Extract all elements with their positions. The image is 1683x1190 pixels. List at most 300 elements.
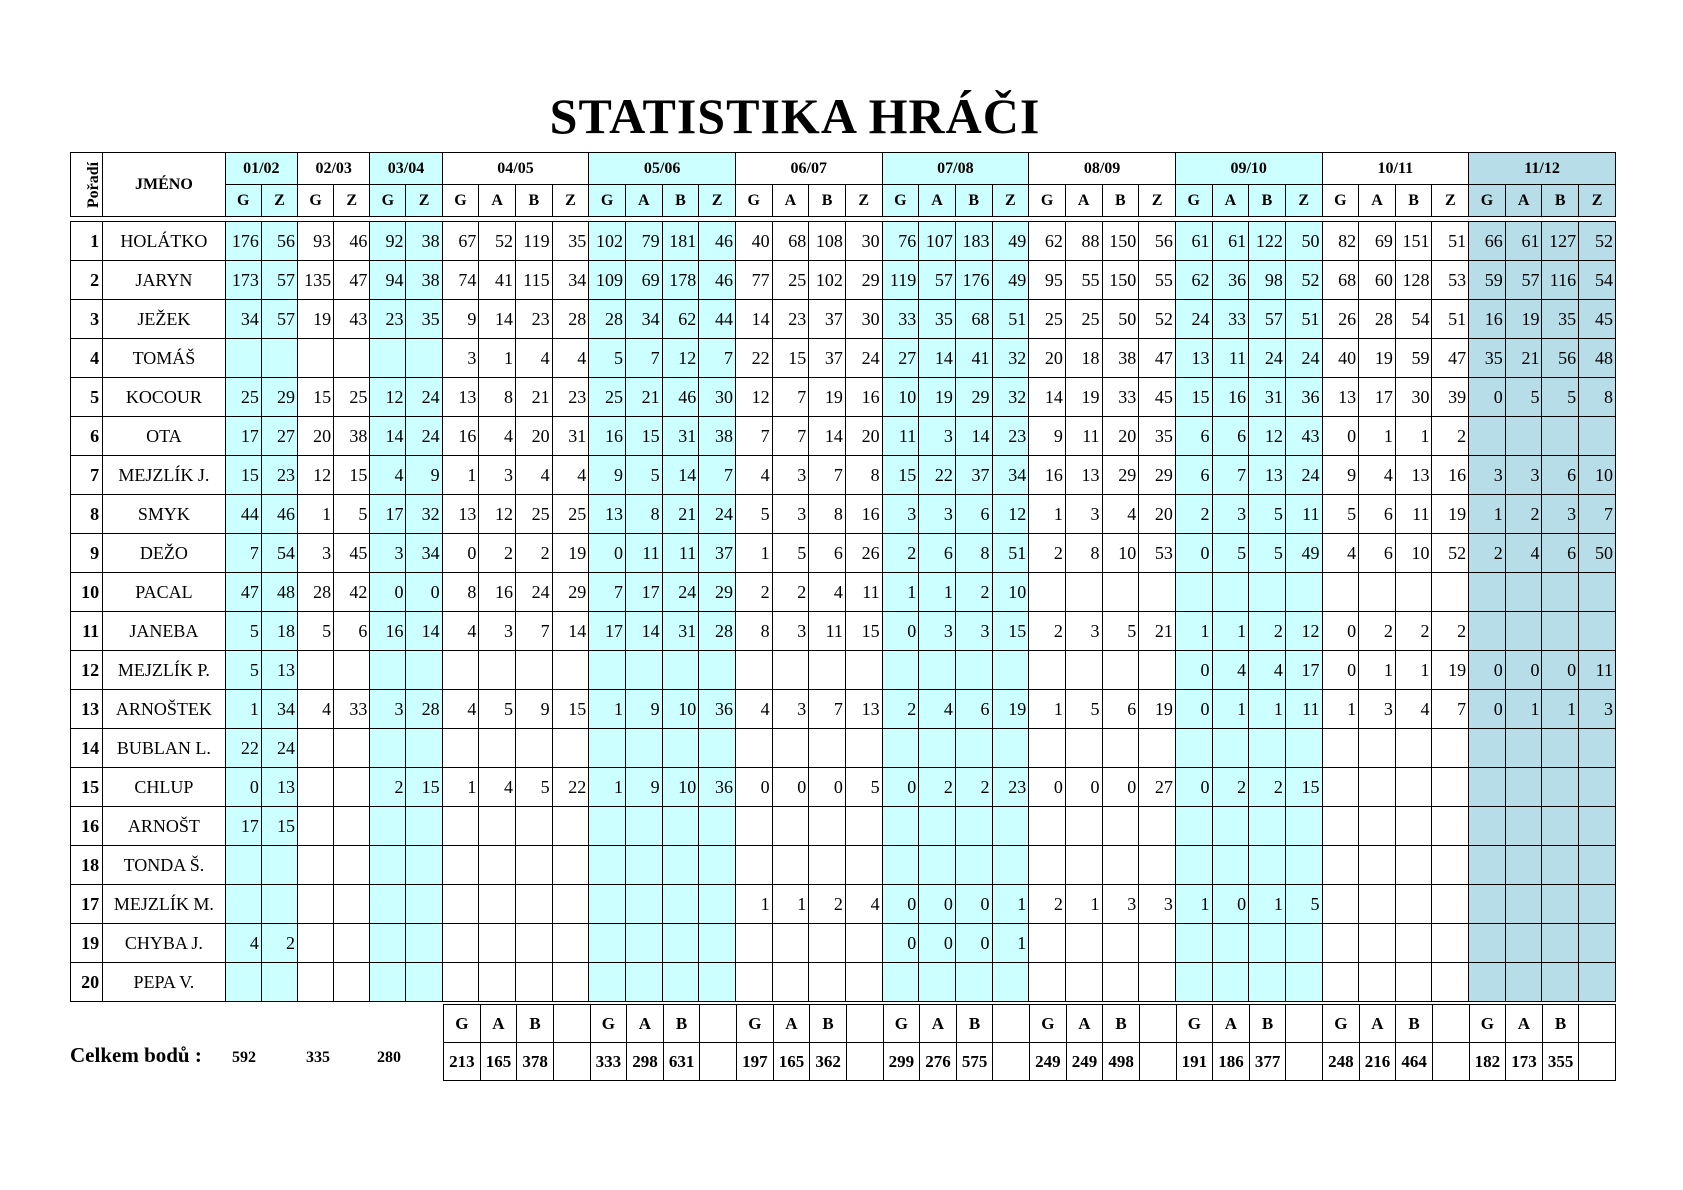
totals-column-header: G (1469, 1005, 1506, 1043)
stat-cell: 29 (552, 573, 589, 612)
stat-cell: 50 (1102, 300, 1139, 339)
stat-cell: 35 (552, 222, 589, 261)
stat-cell (298, 963, 334, 1002)
stat-cell: 31 (1249, 378, 1286, 417)
stat-cell: 29 (699, 573, 736, 612)
column-header-g: G (1029, 185, 1066, 217)
stat-cell (589, 924, 626, 963)
stat-cell: 5 (479, 690, 516, 729)
stat-cell: 1 (479, 339, 516, 378)
stat-cell: 13 (845, 690, 882, 729)
season-total-value (1286, 1043, 1323, 1081)
season-total-value: 498 (1103, 1043, 1140, 1081)
stat-cell: 19 (1359, 339, 1396, 378)
stat-cell (735, 651, 772, 690)
stat-cell: 3 (772, 612, 809, 651)
stat-cell: 4 (442, 612, 479, 651)
stat-cell: 181 (662, 222, 699, 261)
stat-cell: 1 (1175, 885, 1212, 924)
stat-cell (1102, 924, 1139, 963)
season-total-value (700, 1043, 737, 1081)
player-name: SMYK (103, 495, 226, 534)
column-header-b: B (1395, 185, 1432, 217)
stat-cell: 2 (261, 924, 297, 963)
stat-cell: 13 (589, 495, 626, 534)
stat-cell: 45 (1139, 378, 1176, 417)
stat-cell: 79 (625, 222, 662, 261)
player-name: CHYBA J. (103, 924, 226, 963)
stat-cell: 14 (809, 417, 846, 456)
stat-cell (1029, 729, 1066, 768)
stat-cell (1359, 885, 1396, 924)
stat-cell: 95 (1029, 261, 1066, 300)
stat-cell (406, 729, 442, 768)
stat-cell (845, 651, 882, 690)
stat-cell: 42 (334, 573, 370, 612)
stat-cell (479, 729, 516, 768)
table-row (71, 729, 1616, 768)
stat-cell: 10 (662, 768, 699, 807)
stat-cell (1432, 807, 1469, 846)
stat-cell: 0 (406, 573, 442, 612)
stat-cell: 7 (225, 534, 261, 573)
stat-cell (1139, 807, 1176, 846)
stat-cell: 37 (809, 300, 846, 339)
stat-cell (1322, 924, 1359, 963)
stat-cell: 0 (370, 573, 406, 612)
stat-cell: 16 (845, 378, 882, 417)
stat-cell (919, 651, 956, 690)
stat-cell: 27 (882, 339, 919, 378)
stat-cell: 3 (772, 690, 809, 729)
stat-cell (1175, 729, 1212, 768)
stat-cell: 12 (1285, 612, 1322, 651)
stat-cell (261, 846, 297, 885)
stat-cell: 11 (625, 534, 662, 573)
stat-cell: 0 (1102, 768, 1139, 807)
stat-cell: 0 (955, 924, 992, 963)
stat-cell: 0 (772, 768, 809, 807)
stat-cell: 3 (479, 456, 516, 495)
stat-cell: 3 (370, 690, 406, 729)
stat-cell: 107 (919, 222, 956, 261)
stat-cell: 5 (1102, 612, 1139, 651)
stat-cell (1505, 924, 1542, 963)
stat-cell (406, 339, 442, 378)
stat-cell: 2 (1029, 612, 1066, 651)
stat-cell (735, 807, 772, 846)
stat-cell (772, 924, 809, 963)
player-name: CHLUP (103, 768, 226, 807)
stat-cell: 6 (1175, 417, 1212, 456)
stat-cell: 8 (955, 534, 992, 573)
stat-cell (919, 846, 956, 885)
stat-cell: 1 (1249, 885, 1286, 924)
stat-cell: 50 (1285, 222, 1322, 261)
stat-cell: 2 (1249, 612, 1286, 651)
stat-cell: 2 (1359, 612, 1396, 651)
stat-cell: 5 (334, 495, 370, 534)
stat-cell (955, 807, 992, 846)
player-name: MEJZLÍK J. (103, 456, 226, 495)
player-name: JARYN (103, 261, 226, 300)
table-row (71, 339, 1616, 378)
stat-cell (662, 846, 699, 885)
stat-cell: 31 (662, 612, 699, 651)
stat-cell: 16 (1469, 300, 1506, 339)
stat-cell: 7 (699, 339, 736, 378)
stat-cell: 3 (1579, 690, 1616, 729)
stat-cell: 36 (1285, 378, 1322, 417)
stat-cell: 33 (1102, 378, 1139, 417)
player-rank: 19 (71, 924, 103, 963)
stat-cell (552, 963, 589, 1002)
season-header-08-09: 08/09 (1029, 153, 1176, 185)
stat-cell (515, 846, 552, 885)
player-name: BUBLAN L. (103, 729, 226, 768)
stat-cell: 15 (882, 456, 919, 495)
stat-cell: 18 (261, 612, 297, 651)
stat-cell (992, 846, 1029, 885)
stat-cell: 2 (1395, 612, 1432, 651)
stat-cell (406, 846, 442, 885)
stat-cell (809, 807, 846, 846)
stat-cell (1029, 846, 1066, 885)
stat-cell (1065, 573, 1102, 612)
stat-cell: 19 (1505, 300, 1542, 339)
season-header-05-06: 05/06 (589, 153, 736, 185)
table-row (71, 846, 1616, 885)
player-rank: 13 (71, 690, 103, 729)
totals-column-header: B (1396, 1005, 1433, 1043)
stat-cell: 15 (298, 378, 334, 417)
season-total-value: 186 (1213, 1043, 1250, 1081)
stat-cell: 19 (298, 300, 334, 339)
stat-cell: 0 (1029, 768, 1066, 807)
stat-cell: 40 (1322, 339, 1359, 378)
stat-cell: 1 (919, 573, 956, 612)
stat-cell: 3 (1065, 495, 1102, 534)
season-total-value: 182 (1469, 1043, 1506, 1081)
stat-cell (699, 963, 736, 1002)
stat-cell: 41 (479, 261, 516, 300)
stat-cell (735, 729, 772, 768)
stat-cell (882, 729, 919, 768)
stat-cell: 11 (1285, 690, 1322, 729)
stat-cell: 12 (479, 495, 516, 534)
stat-cell: 14 (919, 339, 956, 378)
totals-column-header: A (1213, 1005, 1250, 1043)
stat-cell: 24 (406, 378, 442, 417)
stat-cell: 35 (1139, 417, 1176, 456)
stat-cell: 30 (699, 378, 736, 417)
stat-cell (1285, 963, 1322, 1002)
stat-cell: 57 (919, 261, 956, 300)
stat-cell: 25 (772, 261, 809, 300)
player-stats-table (70, 152, 1616, 1002)
stat-cell: 74 (442, 261, 479, 300)
stat-cell: 25 (1065, 300, 1102, 339)
stat-cell: 15 (225, 456, 261, 495)
stat-cell (1029, 807, 1066, 846)
stat-cell (625, 924, 662, 963)
totals-column-header (553, 1005, 590, 1043)
stat-cell (515, 651, 552, 690)
stat-cell (406, 651, 442, 690)
stat-cell (1322, 729, 1359, 768)
stat-cell: 4 (552, 456, 589, 495)
stat-cell (479, 846, 516, 885)
stat-cell (625, 729, 662, 768)
totals-column-header: A (920, 1005, 957, 1043)
stat-cell: 127 (1542, 222, 1579, 261)
season-header-10-11: 10/11 (1322, 153, 1469, 185)
stat-cell: 151 (1395, 222, 1432, 261)
stat-cell: 9 (1322, 456, 1359, 495)
stat-cell: 1 (1542, 690, 1579, 729)
stat-cell: 56 (1542, 339, 1579, 378)
stat-cell: 48 (261, 573, 297, 612)
stat-cell: 13 (442, 495, 479, 534)
stat-cell: 21 (1505, 339, 1542, 378)
player-rank: 15 (71, 768, 103, 807)
stat-cell: 82 (1322, 222, 1359, 261)
stat-cell (1505, 612, 1542, 651)
stat-cell: 0 (1175, 768, 1212, 807)
stat-cell: 2 (1469, 534, 1506, 573)
stat-cell (1359, 924, 1396, 963)
player-rank: 17 (71, 885, 103, 924)
stat-cell: 3 (955, 612, 992, 651)
stat-cell (479, 885, 516, 924)
stat-cell (625, 807, 662, 846)
stat-cell: 11 (1065, 417, 1102, 456)
stat-cell (334, 729, 370, 768)
stat-cell (1322, 885, 1359, 924)
stat-cell: 28 (406, 690, 442, 729)
stat-cell: 54 (1579, 261, 1616, 300)
stat-cell (442, 807, 479, 846)
stat-cell: 1 (1249, 690, 1286, 729)
stat-cell (1579, 963, 1616, 1002)
stat-cell (1212, 573, 1249, 612)
stat-cell: 34 (625, 300, 662, 339)
stat-cell (882, 807, 919, 846)
season-total-value: 173 (1506, 1043, 1543, 1081)
season-total-value: 377 (1249, 1043, 1286, 1081)
stat-cell: 9 (406, 456, 442, 495)
stat-cell (370, 924, 406, 963)
season-total-value: 216 (1359, 1043, 1396, 1081)
player-rank: 11 (71, 612, 103, 651)
stat-cell: 7 (772, 378, 809, 417)
name-header: JMÉNO (103, 153, 226, 217)
stat-cell: 176 (955, 261, 992, 300)
column-header-b: B (1249, 185, 1286, 217)
stat-cell: 1 (1175, 612, 1212, 651)
column-header-g: G (1469, 185, 1506, 217)
season-total-value (1432, 1043, 1469, 1081)
stat-cell (1359, 963, 1396, 1002)
stat-cell (225, 846, 261, 885)
stat-cell (1359, 729, 1396, 768)
totals-column-header: A (1359, 1005, 1396, 1043)
stat-cell: 76 (882, 222, 919, 261)
column-header-a: A (919, 185, 956, 217)
stat-cell: 2 (772, 573, 809, 612)
column-header-b: B (515, 185, 552, 217)
stat-cell (625, 963, 662, 1002)
stat-cell: 11 (1212, 339, 1249, 378)
player-rank: 6 (71, 417, 103, 456)
stat-cell (699, 651, 736, 690)
season-total-value (993, 1043, 1030, 1081)
stat-cell (1395, 807, 1432, 846)
stat-cell (298, 924, 334, 963)
season-total-value: 191 (1176, 1043, 1213, 1081)
stat-cell: 62 (1029, 222, 1066, 261)
stat-cell: 37 (955, 456, 992, 495)
stat-cell (479, 651, 516, 690)
stat-cell: 55 (1139, 261, 1176, 300)
table-row (71, 924, 1616, 963)
stat-cell (1322, 573, 1359, 612)
stat-cell (1542, 612, 1579, 651)
stat-cell: 13 (1065, 456, 1102, 495)
player-name: TONDA Š. (103, 846, 226, 885)
stat-cell: 24 (662, 573, 699, 612)
stat-cell: 21 (515, 378, 552, 417)
stat-cell (589, 885, 626, 924)
stat-cell: 16 (370, 612, 406, 651)
stat-cell: 52 (479, 222, 516, 261)
table-row (71, 378, 1616, 417)
stat-cell: 29 (261, 378, 297, 417)
stat-cell: 28 (1359, 300, 1396, 339)
player-rank: 2 (71, 261, 103, 300)
stat-cell: 56 (1139, 222, 1176, 261)
stat-cell (1322, 807, 1359, 846)
stat-cell (589, 651, 626, 690)
stat-cell: 4 (1395, 690, 1432, 729)
stat-cell: 17 (225, 807, 261, 846)
stat-cell: 2 (1432, 417, 1469, 456)
column-header-b: B (809, 185, 846, 217)
stat-cell: 0 (1175, 651, 1212, 690)
stat-cell: 0 (919, 885, 956, 924)
stat-cell: 0 (735, 768, 772, 807)
stat-cell (370, 846, 406, 885)
stat-cell: 55 (1065, 261, 1102, 300)
stat-cell: 14 (370, 417, 406, 456)
stat-cell (334, 339, 370, 378)
stat-cell: 0 (882, 924, 919, 963)
stat-cell (699, 807, 736, 846)
stat-cell: 28 (552, 300, 589, 339)
player-name: JEŽEK (103, 300, 226, 339)
stat-cell: 28 (298, 573, 334, 612)
stat-cell (406, 885, 442, 924)
table-row (71, 456, 1616, 495)
stat-cell (1469, 768, 1506, 807)
stat-cell: 122 (1249, 222, 1286, 261)
stat-cell (589, 846, 626, 885)
stat-cell: 49 (992, 261, 1029, 300)
stat-cell (1359, 807, 1396, 846)
stat-cell: 2 (370, 768, 406, 807)
stat-cell: 2 (515, 534, 552, 573)
stat-cell: 1 (225, 690, 261, 729)
stat-cell (1212, 807, 1249, 846)
stat-cell: 12 (735, 378, 772, 417)
stat-cell: 17 (370, 495, 406, 534)
stat-cell: 7 (589, 573, 626, 612)
stat-cell: 62 (1175, 261, 1212, 300)
stat-cell (406, 807, 442, 846)
stat-cell (1249, 963, 1286, 1002)
column-header-a: A (1065, 185, 1102, 217)
player-name: JANEBA (103, 612, 226, 651)
totals-column-header: B (663, 1005, 700, 1043)
stat-cell: 115 (515, 261, 552, 300)
stat-cell: 5 (1249, 495, 1286, 534)
stat-cell (370, 807, 406, 846)
stat-cell: 34 (406, 534, 442, 573)
column-header-z: Z (845, 185, 882, 217)
stat-cell: 10 (1102, 534, 1139, 573)
stat-cell (515, 729, 552, 768)
stat-cell: 17 (1359, 378, 1396, 417)
stat-cell: 7 (809, 456, 846, 495)
stat-cell (1395, 885, 1432, 924)
stat-cell (1505, 807, 1542, 846)
stat-cell: 6 (334, 612, 370, 651)
stat-cell: 14 (625, 612, 662, 651)
stat-cell (1542, 924, 1579, 963)
season-total-value: 248 (1323, 1043, 1360, 1081)
stat-cell (1505, 729, 1542, 768)
stat-cell (1579, 417, 1616, 456)
stat-cell (625, 885, 662, 924)
stat-cell: 2 (955, 573, 992, 612)
stat-cell: 77 (735, 261, 772, 300)
stat-cell: 20 (298, 417, 334, 456)
stat-cell (1542, 768, 1579, 807)
stat-cell (1249, 729, 1286, 768)
stat-cell: 23 (515, 300, 552, 339)
stat-cell (552, 846, 589, 885)
column-header-a: A (479, 185, 516, 217)
stat-cell: 1 (589, 690, 626, 729)
stat-cell: 23 (370, 300, 406, 339)
stat-cell (992, 729, 1029, 768)
stat-cell: 12 (298, 456, 334, 495)
season-total-value: 165 (773, 1043, 810, 1081)
stat-cell: 5 (1505, 378, 1542, 417)
stat-cell: 3 (772, 495, 809, 534)
stat-cell (1469, 963, 1506, 1002)
player-name: MEJZLÍK P. (103, 651, 226, 690)
stat-cell: 60 (1359, 261, 1396, 300)
stat-cell (1322, 846, 1359, 885)
player-name: ARNOŠT (103, 807, 226, 846)
stat-cell (261, 885, 297, 924)
stat-cell (1065, 924, 1102, 963)
stat-cell: 51 (1432, 300, 1469, 339)
stat-cell: 0 (882, 612, 919, 651)
stat-cell (699, 729, 736, 768)
stat-cell: 102 (809, 261, 846, 300)
